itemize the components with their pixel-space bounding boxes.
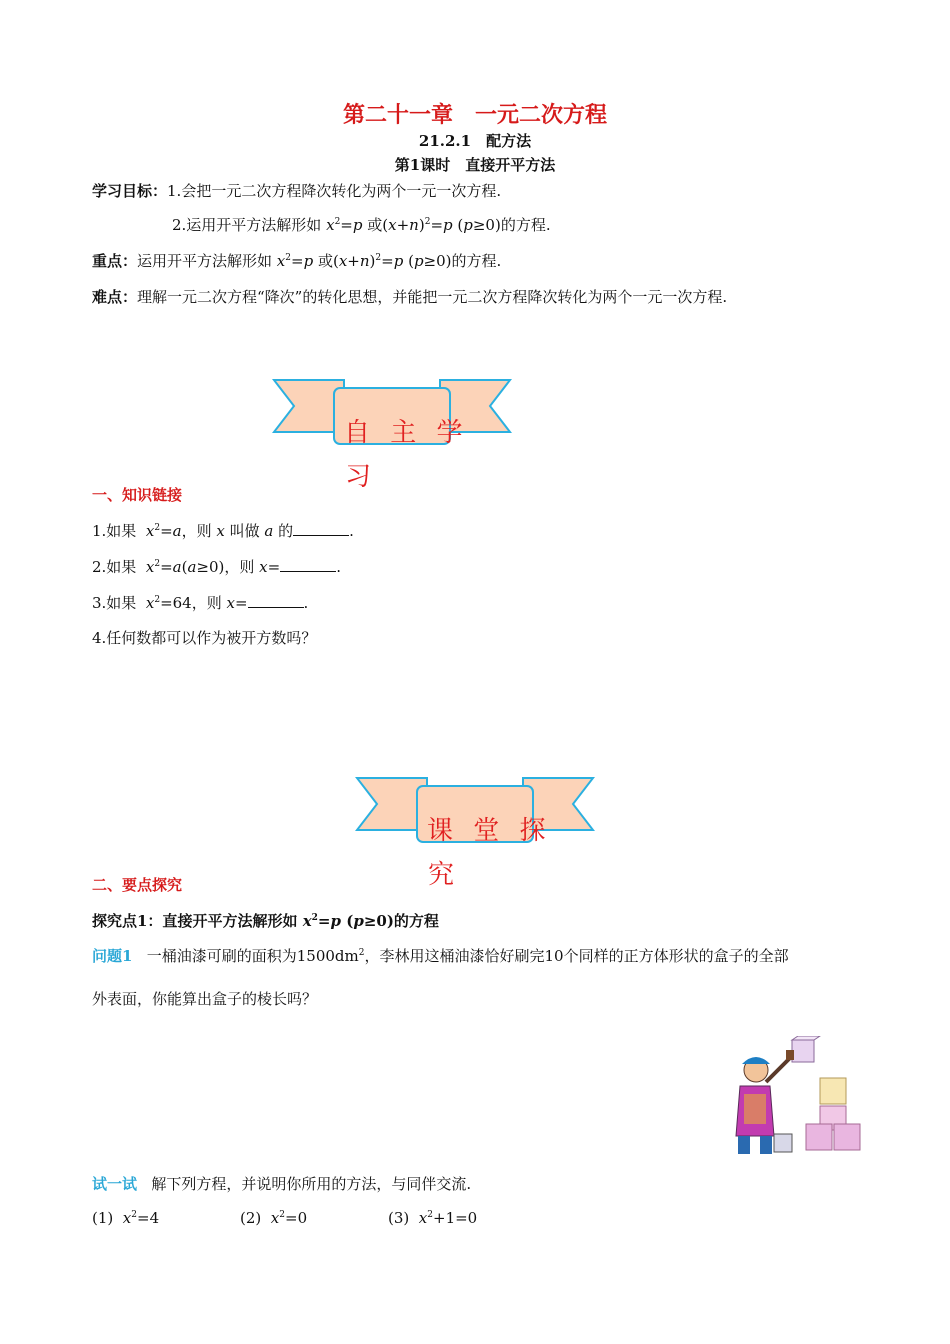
problem-1-cont: 外表面，你能算出盒子的棱长吗？ xyxy=(92,990,318,1008)
equation-3: (3) $x^2+1=0$ xyxy=(388,1209,478,1227)
problem-label: 问题1 xyxy=(92,947,133,965)
equation-2: (2) $x^2=0$ xyxy=(240,1209,308,1227)
question-2: 2.如果 $x^2=a(a\ge 0)$，则 x= . xyxy=(92,558,341,576)
section1-heading: 一、知识链接 xyxy=(92,486,183,504)
banner1-text: 自 主 学 xyxy=(344,418,469,448)
banner1-text-line2: 习 xyxy=(345,462,372,492)
section2-heading: 二、要点探究 xyxy=(92,876,183,894)
try-it: 试一试 解下列方程，并说明你所用的方法，与同伴交流. xyxy=(92,1175,472,1193)
equation-1: (1) $x^2=4$ xyxy=(92,1209,160,1227)
objectives-label: 学习目标： xyxy=(92,182,168,200)
objectives-line1 xyxy=(92,180,501,201)
painter-with-boxes-icon xyxy=(726,1036,866,1158)
key-point: 重点：运用开平方法解形如 $x^2=p$ 或$(x+n)^2=p$ (p≥0)的方程. xyxy=(92,252,502,270)
banner2-text-line2: 究 xyxy=(428,860,455,890)
explore-point-1: 探究点1：直接开平方法解形如 $x^2=p$ (p≥0)的方程 xyxy=(92,912,439,930)
banner-class-exploration xyxy=(355,772,595,852)
difficulty: 难点：理解一元二次方程“降次”的转化思想，并能把一元二次方程降次转化为两个一元一次方程. xyxy=(92,288,728,306)
question-3: 3.如果 $x^2=64$，则 x= . xyxy=(92,594,309,612)
chapter-title: 第二十一章 一元二次方程 xyxy=(342,103,607,128)
lesson-title: 第1课时 直接开平方法 xyxy=(394,156,556,174)
section-title: 21.2.1 配方法 xyxy=(418,132,532,150)
question-1: 1.如果 $x^2=a$，则 x 叫做 a 的 . xyxy=(92,522,354,540)
painter-illustration xyxy=(726,1036,866,1158)
answer-blank[interactable] xyxy=(280,557,336,572)
objective-1: 1.会把一元二次方程降次转化为两个一元一次方程. xyxy=(167,182,502,200)
answer-blank[interactable] xyxy=(248,593,304,608)
objective-2: 2.运用开平方法解形如 $x^2=p$ 或$(x+n)^2=p$ (p≥0)的方程. xyxy=(172,216,551,234)
problem-1: 问题1 一桶油漆可刷的面积为$1500dm^2$，李林用这桶油漆恰好刷完10个同样的正方体形状的盒子的全部 xyxy=(92,947,789,965)
try-label: 试一试 xyxy=(92,1175,138,1193)
question-4: 4.任何数都可以作为被开方数吗？ xyxy=(92,629,317,647)
answer-blank[interactable] xyxy=(293,521,349,536)
banner2-text: 课 堂 探 xyxy=(427,816,552,846)
banner-self-study xyxy=(272,374,512,454)
